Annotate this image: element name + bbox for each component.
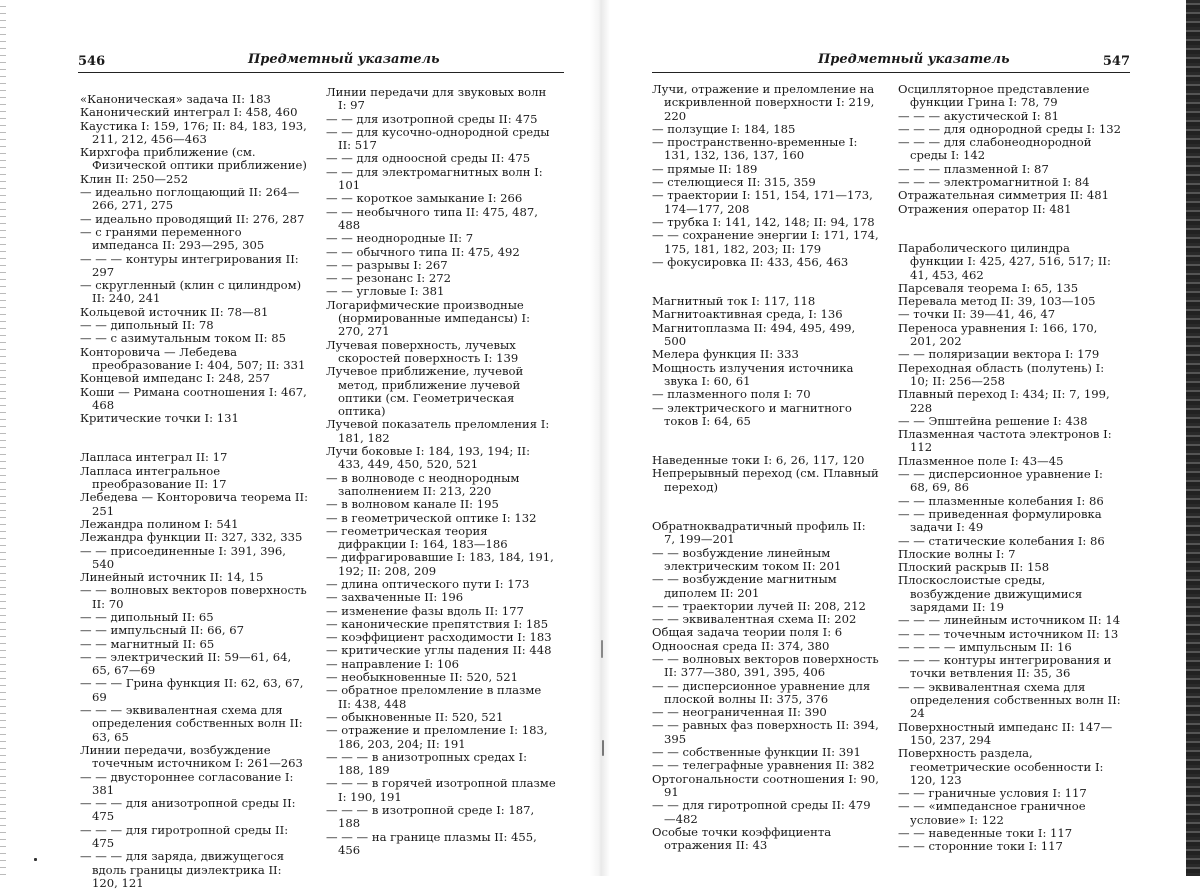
right-page-running-title: Предметный указатель [818, 52, 1010, 67]
index-entry: Отражения оператор II: 481 [898, 201, 1072, 216]
index-entry: Лучи, отражение и преломление на искривленной поверхности I: 219, 220 [652, 82, 875, 123]
index-entry: Одноосная среда II: 374, 380 [652, 638, 830, 653]
right-page-number: 547 [1102, 54, 1130, 69]
index-entry: Лучевой показатель преломления I: 181, 182 [326, 417, 550, 445]
scan-speck [34, 858, 37, 861]
index-entry: Плоский раскрыв II: 158 [898, 560, 1050, 575]
index-entry: — — возбуждение линейным электрическим током II: 201 [652, 545, 842, 573]
index-entry: Плоскослоистые среды, возбуждение движущимися зарядами II: 19 [898, 573, 1083, 614]
index-entry: Плазменное поле I: 43—45 [898, 453, 1064, 468]
index-entry: — — импульсный II: 66, 67 [80, 623, 245, 638]
index-entry: Концевой импеданс I: 248, 257 [80, 371, 271, 386]
index-entry: — — волновых векторов поверхность II: 377—380, 391, 395, 406 [652, 651, 879, 680]
index-entry: Линии передачи для звуковых волн I: 97 [326, 85, 547, 113]
index-entry: Ортогональности соотношения I: 90, 91 [652, 771, 879, 799]
index-entry: — — поляризации вектора I: 179 [898, 347, 1100, 362]
index-entry: Осцилляторное представление функции Грина I: 78, 79 [898, 82, 1090, 110]
index-entry: — — — плазменной I: 87 [898, 161, 1049, 176]
index-entry: Клин II: 250—252 [80, 171, 189, 186]
index-entry: — в волноводе с неоднородным заполнением II: 213, 220 [326, 470, 520, 498]
index-entry: — — — эквивалентная схема для определения собственных волн II: 63, 65 [80, 703, 303, 744]
index-entry: — в волновом канале II: 195 [326, 497, 499, 512]
index-entry: — — — в анизотропных средах I: 188, 189 [326, 749, 527, 778]
index-entry: Лежандра функции II: 327, 332, 335 [80, 530, 303, 545]
index-entry: — отражение и преломление I: 183, 186, 203, 204; II: 191 [326, 723, 548, 751]
left-page-running-title: Предметный указатель [248, 52, 440, 67]
left-page-column-1 [80, 93, 308, 890]
index-entry: — точки II: 39—41, 46, 47 [898, 307, 1056, 322]
index-entry: — плазменного поля I: 70 [652, 387, 811, 402]
index-entry: — — приведенная формулировка задачи I: 49 [898, 506, 1102, 535]
index-entry: — канонические препятствия I: 185 [326, 616, 549, 631]
index-entry: — — сохранение энергии I: 171, 174, 175, 181, 182, 203; II: 179 [652, 228, 879, 256]
index-entry: — коэффициент расходимости I: 183 [326, 630, 552, 645]
index-entry: — — необычного типа II: 475, 487, 488 [326, 204, 538, 232]
index-entry: — трубка I: 141, 142, 148; II: 94, 178 [652, 214, 875, 229]
index-entry: — — дипольный II: 78 [80, 318, 214, 333]
index-entry: — — резонанс I: 272 [326, 271, 451, 286]
index-section-gap [652, 428, 880, 454]
index-entry: Лежандра полином I: 541 [80, 516, 239, 531]
index-entry: Линейный источник II: 14, 15 [80, 570, 264, 585]
index-entry: — фокусировка II: 433, 456, 463 [652, 254, 849, 269]
index-entry: Перевала метод II: 39, 103—105 [898, 294, 1096, 309]
index-entry: — — для кусочно-однородной среды II: 517 [326, 124, 550, 153]
index-entry: «Каноническая» задача II: 183 [80, 92, 271, 106]
index-entry: — — разрывы I: 267 [326, 257, 448, 272]
index-entry: — — — линейным источником II: 14 [898, 613, 1121, 628]
index-entry: — — — — импульсным II: 16 [898, 639, 1072, 654]
index-entry: Лучевое приближение, лучевой метод, приближение лучевой оптики (см. Геометрическая оптика) [326, 364, 524, 419]
index-entry: — ползущие I: 184, 185 [652, 121, 796, 136]
index-entry: — — плазменные колебания I: 86 [898, 493, 1104, 508]
left-page-column-2 [326, 86, 556, 857]
index-entry: — в геометрической оптике I: 132 [326, 510, 537, 525]
index-entry: Критические точки I: 131 [80, 411, 239, 426]
index-entry: — — дипольный II: 65 [80, 609, 214, 624]
index-entry: Параболического цилиндра функции I: 425, 427, 516, 517; II: 41, 453, 462 [898, 240, 1111, 282]
index-entry: — — статические колебания I: 86 [898, 533, 1105, 548]
index-entry: Отражательная симметрия II: 481 [898, 188, 1109, 203]
index-section-gap [652, 494, 880, 520]
index-entry: — — короткое замыкание I: 266 [326, 191, 523, 206]
index-entry: — — граничные условия I: 117 [898, 786, 1087, 801]
index-entry: Каустика I: 159, 176; II: 84, 183, 193, 211, 212, 456—463 [80, 118, 307, 146]
index-entry: — — для изотропной среды II: 475 [326, 111, 538, 126]
index-entry: Лапласа интегральное преобразование II: 17 [80, 463, 227, 492]
scan-speck [601, 640, 603, 658]
right-page-header [652, 50, 1130, 73]
index-entry: — — с азимутальным током II: 85 [80, 331, 287, 346]
index-entry: Канонический интеграл I: 458, 460 [80, 105, 298, 120]
index-entry: — стелющиеся II: 315, 359 [652, 175, 816, 190]
index-section-gap [898, 216, 1124, 242]
index-entry: — — неограниченная II: 390 [652, 705, 827, 720]
index-entry: — — — для слабонеоднородной среды I: 142 [898, 135, 1092, 163]
index-entry: — идеально поглощающий II: 264—266, 271, 275 [80, 185, 300, 213]
index-entry: — идеально проводящий II: 276, 287 [80, 211, 305, 226]
index-entry: — — двустороннее согласование I: 381 [80, 769, 294, 797]
index-entry: Логарифмические производные (нормированные импедансы) I: 270, 271 [326, 297, 530, 339]
index-entry: Поверхность раздела, геометрические особенности I: 120, 123 [898, 746, 1104, 787]
index-entry: — длина оптического пути I: 173 [326, 576, 530, 591]
index-entry: — — — Грина функция II: 62, 63, 67, 69 [80, 676, 304, 704]
index-entry: — изменение фазы вдоль II: 177 [326, 603, 524, 618]
index-entry: — — — в горячей изотропной плазме I: 190, 191 [326, 776, 556, 804]
page-edge-right [1186, 0, 1200, 876]
scan-speck [602, 740, 604, 756]
index-entry: Наведенные токи I: 6, 26, 117, 120 [652, 453, 865, 468]
index-entry: — — электрический II: 59—61, 64, 65, 67—69 [80, 649, 292, 678]
index-entry: — электрического и магнитного токов I: 64, 65 [652, 400, 852, 428]
index-entry: — — эквивалентная схема для определения собственных волн II: 24 [898, 679, 1121, 721]
index-entry: — траектории I: 151, 154, 171—173, 174—177, 208 [652, 188, 873, 216]
index-entry: — — — контуры интегрирования II: 297 [80, 251, 299, 279]
index-section-gap [80, 425, 308, 451]
index-entry: — — угловые I: 381 [326, 284, 445, 299]
index-entry: — — — точечным источником II: 13 [898, 626, 1119, 641]
index-entry: Конторовича — Лебедева преобразование I: 404, 507; II: 331 [80, 344, 306, 372]
index-entry: — — — электромагнитной I: 84 [898, 175, 1090, 190]
left-page-number: 546 [78, 54, 106, 69]
index-entry: — — для электромагнитных волн I: 101 [326, 164, 543, 193]
left-page-header [78, 50, 564, 73]
index-entry: Лапласа интеграл II: 17 [80, 450, 228, 465]
index-entry: Магнитоактивная среда, I: 136 [652, 307, 843, 322]
index-entry: — — сторонние токи I: 117 [898, 839, 1063, 854]
index-entry: — — — в изотропной среде I: 187, 188 [326, 803, 535, 831]
index-entry: Магнитоплазма II: 494, 495, 499, 500 [652, 320, 856, 349]
index-entry: — — магнитный II: 65 [80, 636, 215, 651]
index-entry: — — присоединенные I: 391, 396, 540 [80, 543, 286, 571]
index-entry: Кирхгофа приближение (см. Физической оптики приближение) [80, 145, 307, 173]
index-entry: — с гранями переменного импеданса II: 293—295, 305 [80, 224, 265, 253]
index-entry: — — — акустической I: 81 [898, 108, 1060, 123]
index-entry: Плавный переход I: 434; II: 7, 199, 228 [898, 387, 1110, 415]
index-entry: — направление I: 106 [326, 656, 460, 671]
index-entry: Обратноквадратичный профиль II: 7, 199—201 [652, 519, 866, 547]
index-entry: Кольцевой источник II: 78—81 [80, 304, 269, 319]
index-entry: — дифрагировавшие I: 183, 184, 191, 192; II: 208, 209 [326, 550, 554, 578]
index-entry: — — равных фаз поверхность II: 394, 395 [652, 718, 879, 746]
index-entry: Коши — Римана соотношения I: 467, 468 [80, 384, 307, 412]
index-entry: — захваченные II: 196 [326, 590, 464, 605]
index-entry: Плоские волны I: 7 [898, 546, 1016, 561]
index-entry: — — Эпштейна решение I: 438 [898, 413, 1088, 428]
index-entry: Мощность излучения источника звука I: 60, 61 [652, 360, 854, 388]
index-entry: — пространственно-временные I: 131, 132, 136, 137, 160 [652, 135, 858, 163]
index-entry: — — дисперсионное уравнение для плоской волны II: 375, 376 [652, 678, 871, 706]
index-entry: Мелера функция II: 333 [652, 347, 799, 362]
index-entry: — — — для однородной среды I: 132 [898, 121, 1121, 136]
index-entry: — — неоднородные II: 7 [326, 231, 474, 246]
index-entry: — — эквивалентная схема II: 202 [652, 612, 857, 627]
book-gutter [590, 0, 610, 876]
index-entry: — — «импедансное граничное условие» I: 122 [898, 799, 1086, 827]
index-entry: Непрерывный переход (см. Плавный переход) [652, 466, 879, 494]
index-entry: — — — для гиротропной среды II: 475 [80, 822, 289, 851]
right-page-column-1 [652, 83, 880, 852]
right-page-column-2 [898, 83, 1124, 854]
index-entry: — — дисперсионное уравнение I: 68, 69, 86 [898, 467, 1103, 495]
index-entry: Поверхностный импеданс II: 147—150, 237, 294 [898, 719, 1113, 747]
index-entry: Лучевая поверхность, лучевых скоростей поверхность I: 139 [326, 337, 519, 365]
index-entry: Линии передачи, возбуждение точечным источником I: 261—263 [80, 742, 303, 771]
index-entry: — — обычного типа II: 475, 492 [326, 244, 520, 259]
index-entry: Переходная область (полутень) I: 10; II: 256—258 [898, 360, 1105, 388]
index-entry: — — возбуждение магнитным диполем II: 201 [652, 572, 837, 600]
index-entry: — необыкновенные II: 520, 521 [326, 670, 519, 685]
index-entry: — — — на границе плазмы II: 455, 456 [326, 829, 537, 857]
index-entry: — — — для заряда, движущегося вдоль границы диэлектрика II: 120, 121 [80, 849, 285, 890]
index-entry: Общая задача теории поля I: 6 [652, 625, 843, 640]
index-entry: Лучи боковые I: 184, 193, 194; II: 433, 449, 450, 520, 521 [326, 444, 531, 472]
index-entry: — — телеграфные уравнения II: 382 [652, 758, 875, 773]
index-entry: Парсеваля теорема I: 65, 135 [898, 280, 1079, 295]
index-entry: Особые точки коэффициента отражения II: 43 [652, 824, 832, 853]
index-entry: — — волновых векторов поверхность II: 70 [80, 583, 307, 611]
index-entry: Лебедева — Конторовича теорема II: 251 [80, 490, 308, 518]
index-entry: — — — контуры интегрирования и точки ветвления II: 35, 36 [898, 653, 1112, 681]
index-entry: — обыкновенные II: 520, 521 [326, 709, 504, 724]
index-entry: Переноса уравнения I: 166, 170, 201, 202 [898, 320, 1098, 349]
index-entry: Магнитный ток I: 117, 118 [652, 294, 816, 309]
index-entry: — прямые II: 189 [652, 161, 758, 176]
index-entry: — геометрическая теория дифракции I: 164, 183—186 [326, 523, 508, 552]
index-entry: Плазменная частота электронов I: 112 [898, 427, 1112, 455]
index-entry: — — для одноосной среды II: 475 [326, 151, 531, 166]
index-entry: — — траектории лучей II: 208, 212 [652, 598, 866, 613]
index-entry: — обратное преломление в плазме II: 438, 448 [326, 683, 542, 711]
index-entry: — — для гиротропной среды II: 479—482 [652, 798, 871, 826]
index-entry: — — собственные функции II: 391 [652, 745, 861, 760]
index-entry: — — — для анизотропной среды II: 475 [80, 796, 296, 824]
page-edge-left [0, 0, 6, 876]
index-entry: — критические углы падения II: 448 [326, 643, 552, 658]
index-section-gap [652, 269, 880, 295]
index-entry: — скругленный (клин с цилиндром) II: 240, 241 [80, 278, 302, 306]
index-entry: — — наведенные токи I: 117 [898, 826, 1073, 841]
